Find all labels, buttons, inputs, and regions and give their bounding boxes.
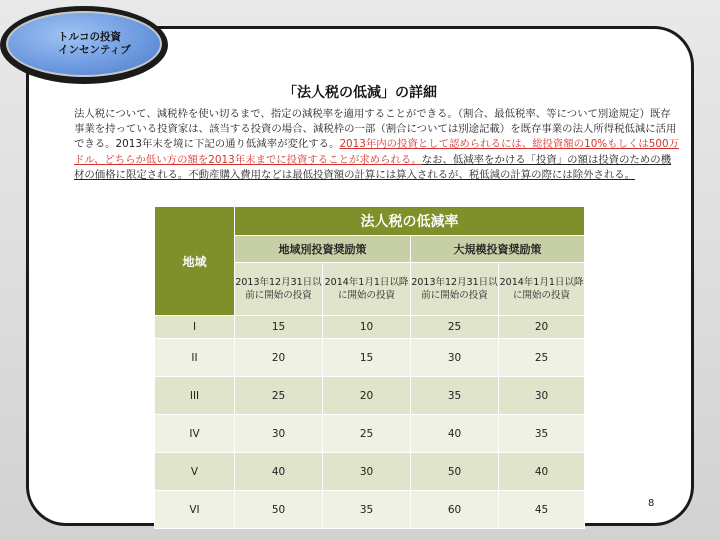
value-cell: 15	[323, 339, 411, 377]
table-row	[155, 415, 585, 453]
page-number: 8	[648, 498, 655, 509]
value-cell: 50	[235, 491, 323, 529]
value-cell: 25	[323, 415, 411, 453]
table-row	[155, 316, 585, 339]
value-cell: 30	[235, 415, 323, 453]
region-cell: II	[155, 339, 235, 377]
value-cell: 30	[499, 377, 585, 415]
date-col-header: 2013年12月31日以前に開始の投資	[411, 263, 499, 316]
value-cell: 20	[499, 316, 585, 339]
body-text-highlight: 2013年内の投資として認められるには、総投資額の10%もしくは500万ドル、どちらか低い方の額を2013年末までに投資することが求められる。	[74, 138, 679, 166]
group-header-large-scale: 大規模投資奨励策	[411, 236, 585, 263]
value-cell: 35	[499, 415, 585, 453]
value-cell: 60	[411, 491, 499, 529]
value-cell: 35	[323, 491, 411, 529]
value-cell: 30	[323, 453, 411, 491]
tax-reduction-table	[154, 206, 585, 529]
group-header-regional: 地域別投資奨励策	[235, 236, 411, 263]
value-cell: 45	[499, 491, 585, 529]
table-main-header: 法人税の低減率	[235, 207, 585, 236]
body-text-main: 法人税について、減税枠を使い切るまで、指定の減税率を適用することができる。（割合、最低税率、等について別途規定）既存事業を持っている投資家は、該当する投資の場合、減税枠の一部（割合については別途記載）を既存事業の法人所得税低減に活用できる。2013年末を境に下記の通り低減率が変化する。	[74, 108, 677, 151]
value-cell: 25	[411, 316, 499, 339]
area-header: 地域	[155, 207, 235, 316]
value-cell: 25	[235, 377, 323, 415]
badge-text	[58, 31, 158, 57]
date-col-header: 2014年1月1日以降に開始の投資	[323, 263, 411, 316]
value-cell: 40	[411, 415, 499, 453]
table-row	[155, 377, 585, 415]
region-cell: I	[155, 316, 235, 339]
region-cell: VI	[155, 491, 235, 529]
value-cell: 20	[235, 339, 323, 377]
badge-line-1: トルコの投資	[58, 31, 121, 43]
region-cell: III	[155, 377, 235, 415]
region-cell: V	[155, 453, 235, 491]
value-cell: 30	[411, 339, 499, 377]
value-cell: 40	[499, 453, 585, 491]
body-text-note: なお、低減率をかける「投資」の額は投資のための機材の価格に限定される。不動産購入費用などは最低投資額の計算には算入されるが、税低減の計算の際には除外される。	[74, 153, 672, 181]
value-cell: 15	[235, 316, 323, 339]
page-title: 「法人税の低減」の詳細	[283, 85, 437, 101]
value-cell: 35	[411, 377, 499, 415]
value-cell: 10	[323, 316, 411, 339]
badge-line-2: インセンティブ	[58, 44, 131, 56]
value-cell: 20	[323, 377, 411, 415]
date-col-header: 2013年12月31日以前に開始の投資	[235, 263, 323, 316]
date-col-header: 2014年1月1日以降に開始の投資	[499, 263, 585, 316]
body-paragraph	[74, 107, 680, 183]
value-cell: 25	[499, 339, 585, 377]
table-row	[155, 453, 585, 491]
value-cell: 40	[235, 453, 323, 491]
table-row	[155, 339, 585, 377]
value-cell: 50	[411, 453, 499, 491]
region-cell: IV	[155, 415, 235, 453]
table-row	[155, 491, 585, 529]
